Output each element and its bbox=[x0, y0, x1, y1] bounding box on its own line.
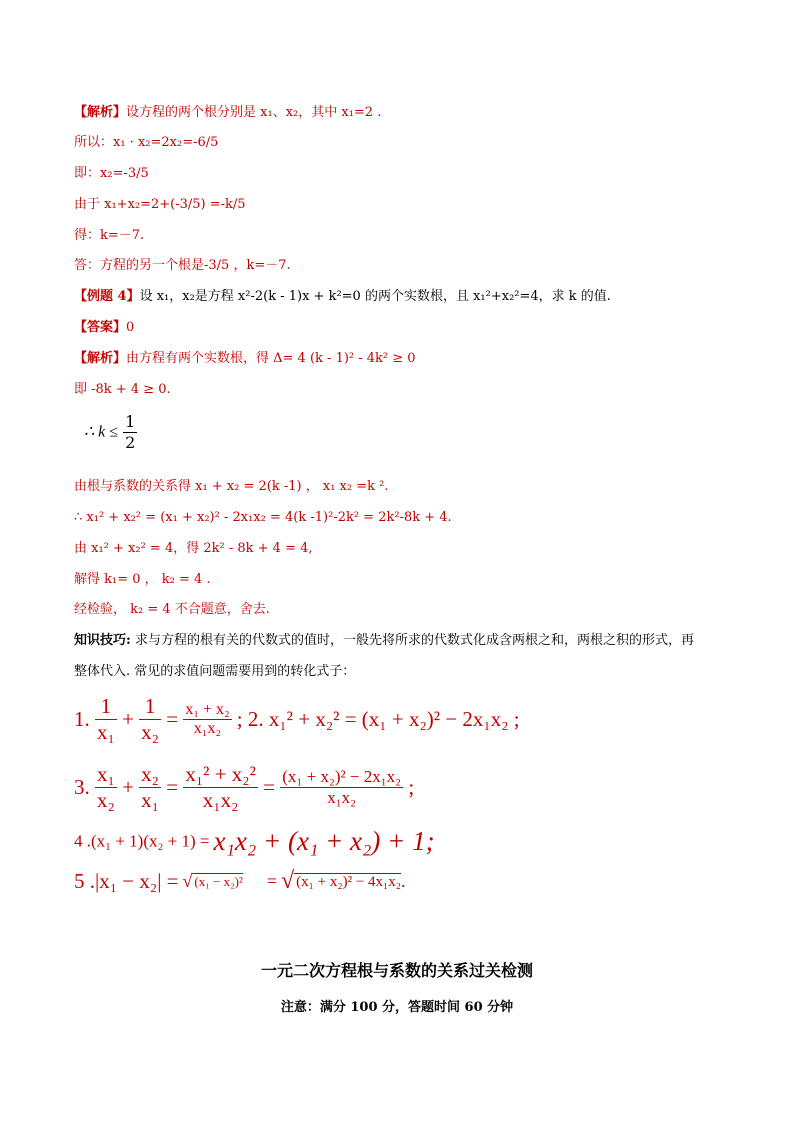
solution-line-13: ∴ x₁² + x₂² = (x₁ + x₂)² - 2x₁x₂ = 4(k -1)²-2k² = 2k²-8k + 4. bbox=[74, 510, 452, 525]
f3-eq1: = bbox=[166, 775, 179, 799]
solution-line-16: 经检验， k₂ = 4 不合题意，舍去. bbox=[74, 602, 270, 617]
solution-line-12: 由根与系数的关系得 x₁ + x₂ = 2(k -1) ， x₁ x₂ =k ². bbox=[74, 479, 389, 494]
tips-line-2: 整体代入. 常见的求值问题需要用到的转化式子： bbox=[74, 664, 356, 679]
f3-label: 3. bbox=[74, 775, 90, 799]
formula-5: 5 .|x₁ − x₂| = √ (x₁ − x₂)² = √ (x₁ + x₂)² − 4x₁x₂. bbox=[74, 868, 406, 894]
f3-eq2: = bbox=[263, 775, 276, 799]
f1-a-den: x₁ bbox=[97, 720, 115, 744]
formula-4 bbox=[74, 826, 435, 857]
f5-left: 5 .|x₁ − x₂| = bbox=[74, 869, 179, 893]
solution-line-2: 所以：x₁ · x₂=2x₂=-6/5 bbox=[74, 135, 219, 150]
f3-plus: + bbox=[122, 775, 134, 799]
f5-sqrt2: (x₁ + x₂)² − 4x₁x₂ bbox=[296, 873, 401, 890]
f3-d-num: (x₁ + x₂)² − 2x₁x₂ bbox=[282, 767, 402, 786]
f3-d-den: x₁x₂ bbox=[327, 788, 357, 807]
f3-b-den: x₁ bbox=[141, 788, 159, 812]
f1-b-den: x₂ bbox=[141, 720, 159, 744]
f1-a-num: 1 bbox=[95, 694, 117, 720]
tips-line-1 bbox=[74, 632, 694, 650]
k-inequality-num: 1 bbox=[125, 412, 136, 431]
tips-tag: 知识技巧: bbox=[74, 633, 131, 648]
formula-3 bbox=[74, 762, 414, 813]
f1-plus: + bbox=[122, 707, 134, 731]
answer-tag: 【答案】 bbox=[74, 320, 127, 335]
f3-c-num: x₁² + x₂² bbox=[185, 762, 256, 786]
f5-sqrt1: (x₁ − x₂)² bbox=[194, 874, 243, 889]
analysis-text: 设方程的两个根分别是 x₁、x₂，其中 x₁=2 . bbox=[126, 105, 382, 120]
solution-line-10: 即 -8k + 4 ≥ 0. bbox=[74, 382, 171, 397]
solution-line-1 bbox=[74, 104, 381, 122]
k-inequality bbox=[84, 412, 137, 453]
solution-line-3: 即：x₂=-3/5 bbox=[74, 166, 149, 181]
section-title: 一元二次方程根与系数的关系过关检测 bbox=[260, 961, 533, 980]
example-4-line bbox=[74, 288, 611, 306]
solution-line-4: 由于 x₁+x₂=2+(-3/5) =-k/5 bbox=[74, 197, 246, 212]
f3-a-num: x₁ bbox=[97, 762, 115, 786]
example-text: 设 x₁，x₂是方程 x²-2(k - 1)x + k²=0 的两个实数根，且 x₁²+x₂²=4，求 k 的值. bbox=[139, 289, 611, 304]
analysis2-text: 由方程有两个实数根，得 Δ= 4 (k - 1)² - 4k² ≥ 0 bbox=[126, 351, 416, 366]
f5-eq: = bbox=[266, 871, 277, 891]
solution-line-15: 解得 k₁= 0 ， k₂ = 4 . bbox=[74, 572, 211, 587]
solution-line-5: 得：k=－7. bbox=[74, 228, 145, 243]
f1-c-num: x₁ + x₂ bbox=[185, 701, 230, 718]
f1-rest: ; 2. x₁² + x₂² = (x₁ + x₂)² − 2x₁x₂ ; bbox=[236, 707, 520, 731]
formula-1 bbox=[74, 694, 520, 745]
f1-eq: = bbox=[166, 707, 179, 731]
analysis2-line bbox=[74, 350, 416, 368]
f1-label: 1. bbox=[74, 707, 90, 731]
f3-b-num: x₂ bbox=[141, 762, 159, 786]
solution-line-6: 答：方程的另一个根是-3/5 ，k=－7. bbox=[74, 258, 291, 273]
analysis-tag: 【解析】 bbox=[74, 105, 127, 120]
example-tag: 【例题 4】 bbox=[74, 289, 140, 304]
f5-end: . bbox=[401, 871, 406, 891]
f4-right: x₁x₂ + (x₁ + x₂) + 1; bbox=[213, 826, 435, 856]
section-note: 注意：满分 100 分，答题时间 60 分钟 bbox=[280, 1000, 514, 1015]
k-inequality-den: 2 bbox=[125, 433, 136, 452]
f3-a-den: x₂ bbox=[97, 788, 115, 812]
analysis2-tag: 【解析】 bbox=[74, 351, 127, 366]
f3-end: ; bbox=[408, 775, 415, 799]
answer-line bbox=[74, 319, 134, 337]
solution-line-14: 由 x₁² + x₂² = 4，得 2k² - 8k + 4 = 4, bbox=[74, 541, 313, 556]
tips-text-1: 求与方程的根有关的代数式的值时，一般先将所求的代数式化成含两根之和，两根之积的形式，再 bbox=[130, 633, 694, 648]
k-inequality-prefix: ∴ k ≤ bbox=[84, 423, 119, 441]
f3-c-den: x₁x₂ bbox=[202, 788, 239, 812]
f4-left: 4 .(x₁ + 1)(x₂ + 1) = bbox=[74, 831, 210, 851]
answer-value: 0 bbox=[126, 320, 135, 335]
f1-b-num: 1 bbox=[139, 694, 161, 720]
f1-c-den: x₁x₂ bbox=[193, 720, 222, 737]
